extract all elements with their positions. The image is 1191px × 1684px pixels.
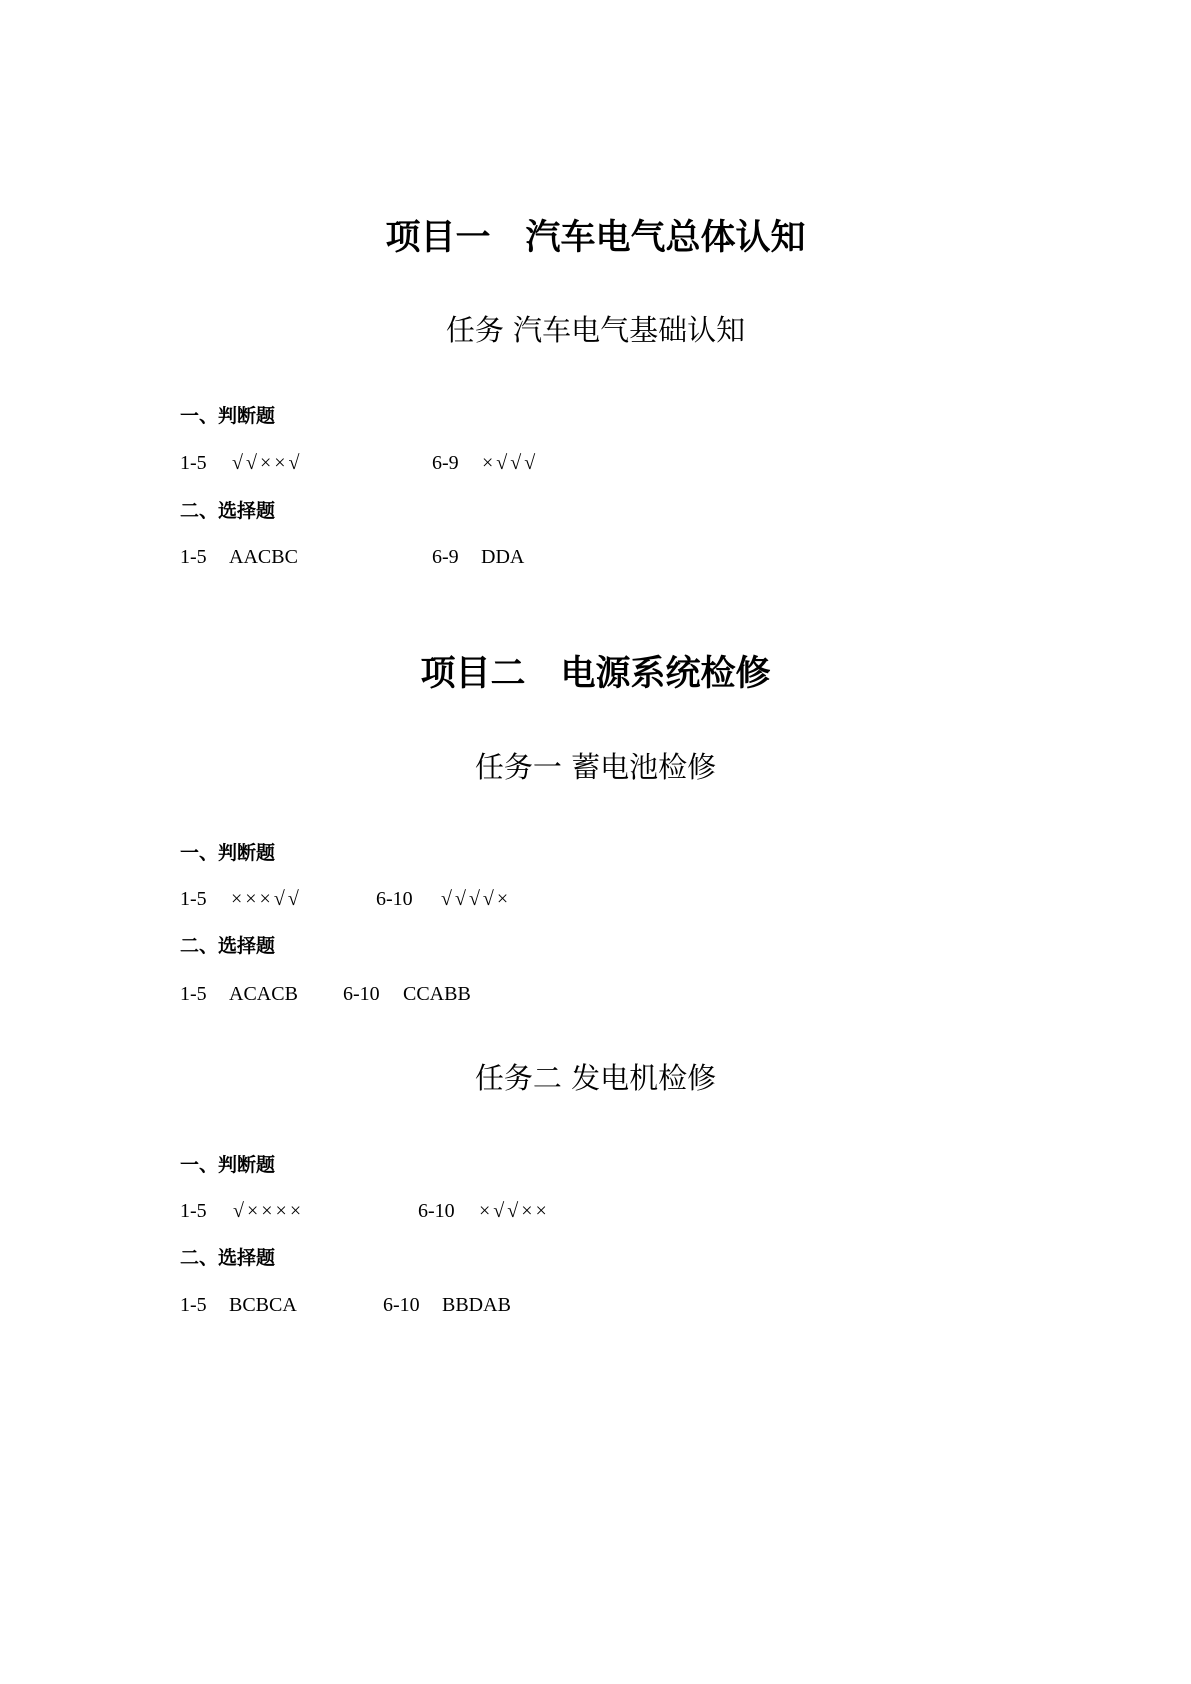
range-label: 6-10 bbox=[418, 1200, 455, 1222]
range-label: 6-10 bbox=[383, 1294, 420, 1316]
task-title: 任务 汽车电气基础认知 bbox=[445, 313, 746, 347]
answers: AACBC bbox=[229, 546, 298, 568]
range-label: 6-10 bbox=[343, 983, 380, 1005]
answers: CCABB bbox=[403, 983, 471, 1005]
answers: BBDAB bbox=[442, 1294, 511, 1316]
answers: √×××× bbox=[233, 1200, 305, 1222]
answers: √√√√× bbox=[441, 888, 512, 910]
task-title: 任务一 蓄电池检修 bbox=[474, 750, 717, 784]
true-false-heading: 一、判断题 bbox=[180, 842, 276, 864]
answers: ×√√√ bbox=[482, 452, 539, 474]
task-title: 任务二 发电机检修 bbox=[474, 1061, 717, 1095]
multiple-choice-heading: 二、选择题 bbox=[180, 500, 276, 522]
range-label: 1-5 bbox=[180, 1200, 207, 1222]
multiple-choice-heading: 二、选择题 bbox=[180, 1247, 276, 1269]
range-label: 6-9 bbox=[432, 546, 459, 568]
answers: ×××√√ bbox=[231, 888, 302, 910]
true-false-heading: 一、判断题 bbox=[180, 405, 276, 427]
answer-line bbox=[0, 887, 1191, 911]
answer-line bbox=[0, 1199, 1191, 1223]
answer-line bbox=[0, 982, 1191, 1006]
answer-line bbox=[0, 451, 1191, 475]
answers: √√××√ bbox=[232, 452, 303, 474]
range-label: 6-9 bbox=[432, 452, 459, 474]
answers: ×√√×× bbox=[479, 1200, 550, 1222]
range-label: 1-5 bbox=[180, 1294, 207, 1316]
true-false-heading: 一、判断题 bbox=[180, 1154, 276, 1176]
range-label: 6-10 bbox=[376, 888, 413, 910]
range-label: 1-5 bbox=[180, 546, 207, 568]
range-label: 1-5 bbox=[180, 888, 207, 910]
answers: ACACB bbox=[229, 983, 298, 1005]
range-label: 1-5 bbox=[180, 983, 207, 1005]
multiple-choice-heading: 二、选择题 bbox=[180, 935, 276, 957]
range-label: 1-5 bbox=[180, 452, 207, 474]
answers: BCBCA bbox=[229, 1294, 297, 1316]
answer-line bbox=[0, 545, 1191, 569]
project-title: 项目二 电源系统检修 bbox=[420, 654, 771, 694]
answers: DDA bbox=[481, 546, 525, 568]
answer-line bbox=[0, 1293, 1191, 1317]
project-title: 项目一 汽车电气总体认知 bbox=[385, 218, 806, 258]
